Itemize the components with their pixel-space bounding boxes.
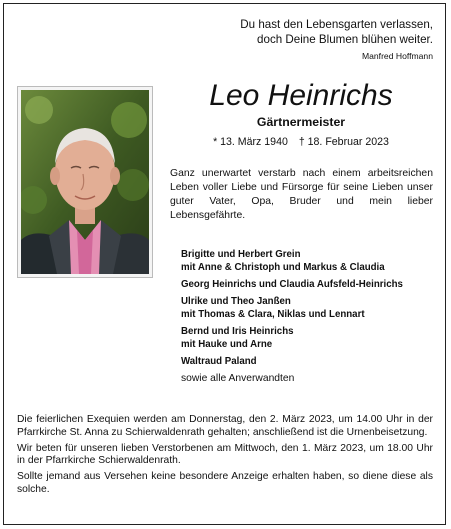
quote-line: doch Deine Blumen blühen weiter. [257, 33, 433, 46]
mourner-line: Waltraud Paland [181, 355, 257, 367]
birth-date: * 13. März 1940 [213, 136, 288, 148]
mourner-line: Bernd und Iris Heinrichs [181, 326, 294, 338]
mourner-line: mit Anne & Christoph und Markus & Claudia [181, 261, 385, 273]
exequies-paragraph: Die feierlichen Exequien werden am Donnerstag, den 2. März 2023, um 14.00 Uhr in der Pfarrkirche St. Anna zu Schierwaldenrath gehalten; anschließend ist die Urnenbeisetzung. [17, 414, 433, 438]
mourner-group [181, 279, 443, 292]
prayer-paragraph: Wir beten für unseren lieben Verstorbenen am Mittwoch, den 1. März 2023, um 18.00 Uhr in der Pfarrkirche Schierwaldenrath. [17, 442, 433, 467]
notice-paragraph: Sollte jemand aus Versehen keine besondere Anzeige erhalten haben, so diene diese als solche. [17, 471, 433, 495]
intro-text: Ganz unerwartet verstarb nach einem arbeitsreichen Leben voller Liebe und Fürsorge für seine Lieben unser guter Vater, Opa, Bruder und mein lieber Lebensgefährte. [170, 168, 433, 221]
mourner-line: mit Thomas & Clara, Niklas und Lennart [181, 308, 365, 320]
mourner-line: Ulrike und Theo Janßen [181, 296, 291, 308]
death-date: † 18. Februar 2023 [298, 136, 389, 148]
mourner-group [181, 356, 443, 369]
quote-author: Manfred Hoffmann [361, 51, 433, 61]
deceased-name: Leo Heinrichs [209, 79, 393, 112]
portrait-photo [17, 86, 153, 278]
relatives-line: sowie alle Anverwandten [181, 373, 295, 385]
mourner-line: mit Hauke und Arne [181, 338, 273, 350]
mourner-group [181, 326, 443, 351]
mourner-group [181, 249, 443, 274]
deceased-profession: Gärtnermeister [256, 115, 346, 129]
service-details [17, 414, 433, 500]
mourner-line: Brigitte und Herbert Grein [181, 249, 301, 260]
mourner-line: Georg Heinrichs und Claudia Aufsfeld-Heinrichs [181, 278, 403, 290]
mourner-group [181, 296, 443, 321]
life-dates [158, 136, 444, 148]
portrait-image [21, 90, 149, 274]
memorial-quote [240, 17, 433, 64]
quote-line: Du hast den Lebensgarten verlassen, [240, 18, 433, 31]
mourners-list [181, 249, 443, 386]
